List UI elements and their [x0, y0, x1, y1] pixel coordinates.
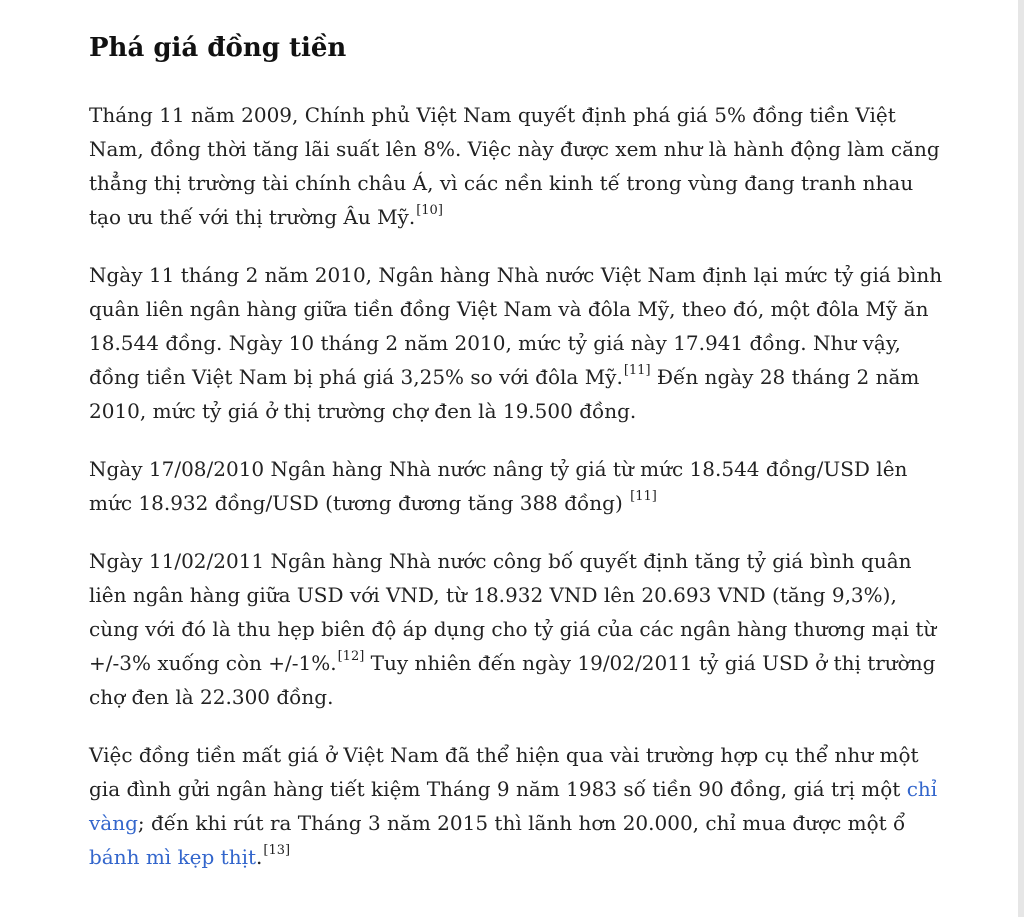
page-edge	[1018, 0, 1024, 917]
paragraph-rate-aug-2010	[89, 452, 949, 520]
paragraph-text: Tháng 11 năm 2009, Chính phủ Việt Nam quyết định phá giá 5% đồng tiền Việt Nam, đồng thời tăng lãi suất lên 8%. Việc này được xem như là hành động làm căng thẳng thị trường tài chính châu Á, vì các nền kinh tế trong vùng đang tranh nhau tạo ưu thế với thị trường Âu Mỹ.	[89, 103, 940, 229]
reference-12[interactable]: [12]	[337, 649, 365, 665]
paragraph-currency-loss-example	[89, 738, 949, 874]
article-section	[89, 28, 949, 898]
paragraph-text: .	[256, 845, 263, 869]
paragraph-text: Đến ngày 28 tháng 2 năm 2010, mức tỷ giá ở thị trường chợ đen là 19.500 đồng.	[89, 365, 920, 423]
paragraph-text: Ngày 11 tháng 2 năm 2010, Ngân hàng Nhà nước Việt Nam định lại mức tỷ giá bình quân liên ngân hàng giữa tiền đồng Việt Nam và đôla Mỹ, theo đó, một đôla Mỹ ăn 18.544 đồng. Ngày 10 tháng 2 năm 2010, mức tỷ giá này 17.941 đồng. Như vậy, đồng tiền Việt Nam bị phá giá 3,25% so với đôla Mỹ.	[89, 263, 943, 389]
paragraph-text: Việc đồng tiền mất giá ở Việt Nam đã thể hiện qua vài trường hợp cụ thể như một gia đình gửi ngân hàng tiết kiệm Tháng 9 năm 1983 số tiền 90 đồng, giá trị một	[89, 743, 919, 801]
paragraph-rate-2010	[89, 258, 949, 428]
paragraph-devaluation-2009	[89, 98, 949, 234]
section-heading: Phá giá đồng tiền	[89, 33, 347, 63]
paragraph-text: Ngày 11/02/2011 Ngân hàng Nhà nước công bố quyết định tăng tỷ giá bình quân liên ngân hàng giữa USD với VND, từ 18.932 VND lên 20.693 VND (tăng 9,3%), cùng với đó là thu hẹp biên độ áp dụng cho tỷ giá của các ngân hàng thương mại từ +/-3% xuống còn +/-1%.	[89, 549, 937, 675]
reference-11[interactable]: [11]	[623, 363, 651, 379]
reference-13[interactable]: [13]	[263, 843, 291, 859]
paragraph-rate-2011	[89, 544, 949, 714]
link-chi-vang[interactable]: chỉ vàng	[89, 777, 938, 835]
paragraph-text: Ngày 17/08/2010 Ngân hàng Nhà nước nâng tỷ giá từ mức 18.544 đồng/USD lên mức 18.932 đồng/USD (tương đương tăng 388 đồng)	[89, 457, 908, 515]
link-banh-mi-kep-thit[interactable]: bánh mì kẹp thịt	[89, 845, 257, 869]
reference-10[interactable]: [10]	[416, 203, 443, 219]
paragraph-text: ; đến khi rút ra Tháng 3 năm 2015 thì lãnh hơn 20.000, chỉ mua được một ổ	[137, 811, 906, 835]
reference-11[interactable]: [11]	[630, 489, 657, 505]
paragraph-text: Tuy nhiên đến ngày 19/02/2011 tỷ giá USD ở thị trường chợ đen là 22.300 đồng.	[89, 651, 936, 709]
